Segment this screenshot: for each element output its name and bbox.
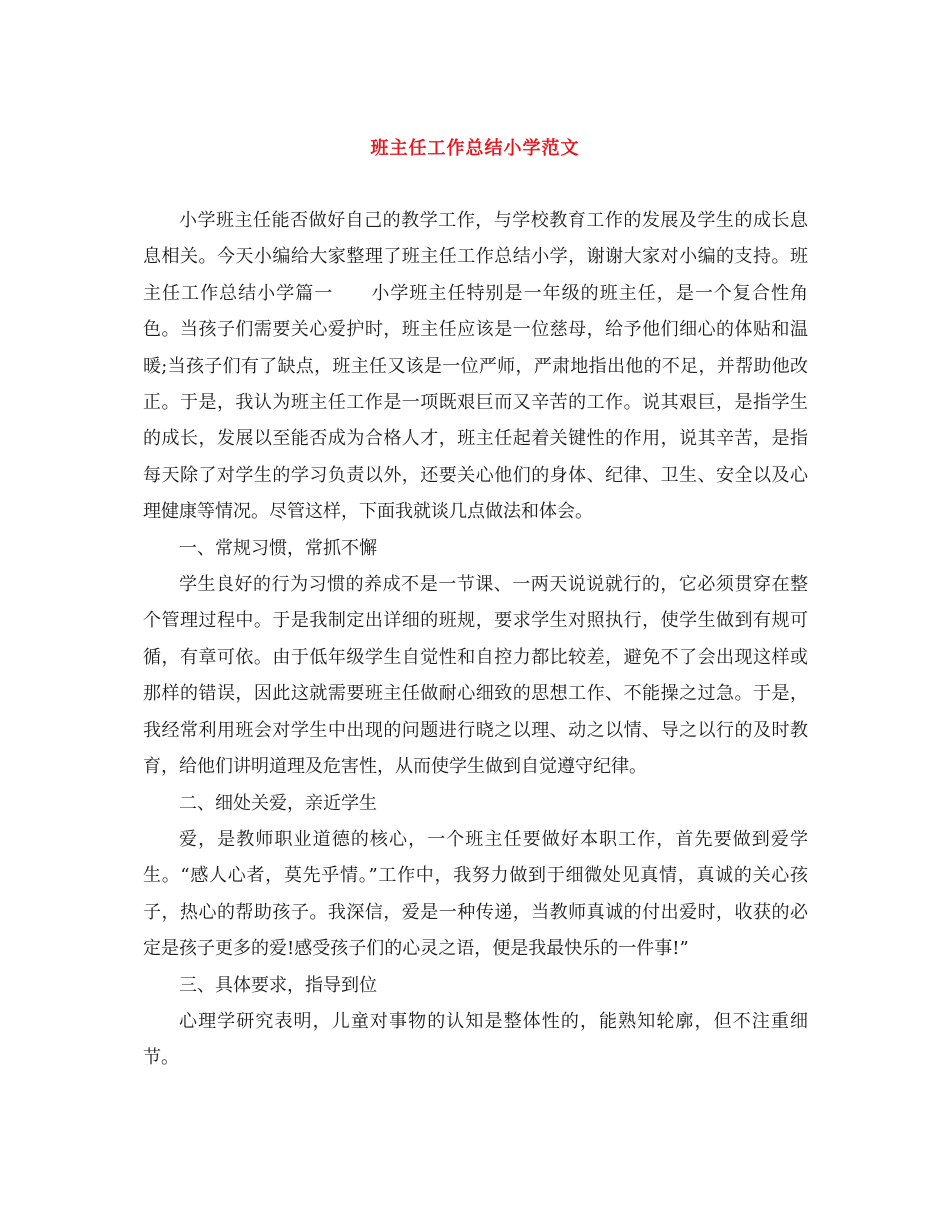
section-heading-2: 二、细处关爱，亲近学生 bbox=[179, 792, 377, 814]
document-body bbox=[143, 203, 808, 1077]
document-title: 班主任工作总结小学范文 bbox=[370, 138, 580, 159]
paragraph-guidance: 心理学研究表明，儿童对事物的认知是整体性的，能熟知轮廓，但不注重细节。 bbox=[143, 1010, 808, 1069]
paragraph-care: 爱，是教师职业道德的核心，一个班主任要做好本职工作，首先要做到爱学生。“感人心者，莫先乎情。”工作中，我努力做到于细微处见真情，真诚的关心孩子，热心的帮助孩子。我深信，爱是一种传递，当教师真诚的付出爱时，收获的必定是孩子更多的爱!感受孩子们的心灵之语，便是我最快乐的一件事!” bbox=[143, 828, 808, 960]
paragraph-intro: 小学班主任能否做好自己的教学工作，与学校教育工作的发展及学生的成长息息相关。今天小编给大家整理了班主任工作总结小学，谢谢大家对小编的支持。班主任工作总结小学篇一 小学班主任特别是一年级的班主任，是一个复合性角色。当孩子们需要关心爱护时，班主任应该是一位慈母，给予他们细心的体贴和温暖;当孩子们有了缺点，班主任又该是一位严师，严肃地指出他的不足，并帮助他改正。于是，我认为班主任工作是一项既艰巨而又辛苦的工作。说其艰巨，是指学生的成长，发展以至能否成为合格人才，班主任起着关键性的作用，说其辛苦，是指每天除了对学生的学习负责以外，还要关心他们的身体、纪律、卫生、安全以及心理健康等情况。尽管这样，下面我就谈几点做法和体会。 bbox=[143, 210, 808, 523]
paragraph-habits: 学生良好的行为习惯的养成不是一节课、一两天说说就行的，它必须贯穿在整个管理过程中。于是我制定出详细的班规，要求学生对照执行，使学生做到有规可循，有章可依。由于低年级学生自觉性和自控力都比较差，避免不了会出现这样或那样的错误，因此这就需要班主任做耐心细致的思想工作、不能操之过急。于是，我经常利用班会对学生中出现的问题进行晓之以理、动之以情、导之以行的及时教育，给他们讲明道理及危害性，从而使学生做到自觉遵守纪律。 bbox=[143, 574, 808, 778]
section-heading-3: 三、具体要求，指导到位 bbox=[179, 974, 377, 996]
section-heading-1: 一、常规习惯，常抓不懈 bbox=[179, 537, 377, 559]
